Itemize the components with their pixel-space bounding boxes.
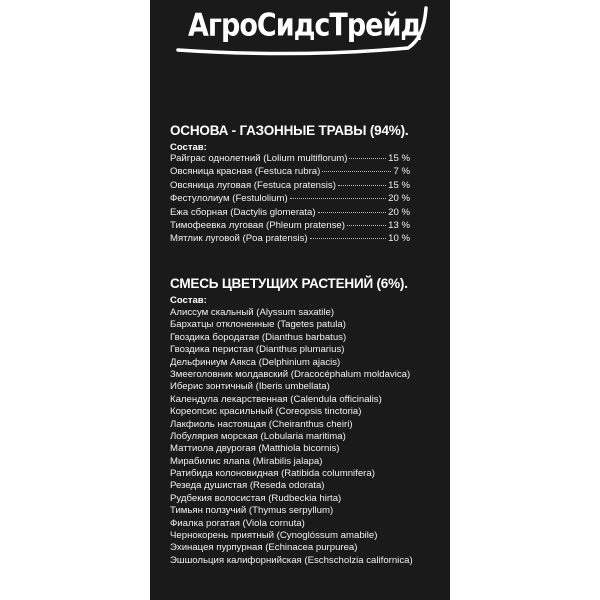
dotted-leader [290,198,386,199]
dotted-leader [322,171,391,172]
grass-row [170,193,410,206]
flower-item: Лакфиоль настоящая (Cheiranthus cheiri) [170,418,353,430]
grass-percent: 20 % [388,193,410,205]
flower-item: Эхинацея пурпурная (Echinacea purpurea) [170,542,358,554]
grass-percent: 10 % [388,233,410,245]
dotted-leader [347,225,386,226]
dotted-leader [349,158,386,159]
dotted-leader [318,212,387,213]
dotted-leader [310,238,387,239]
grass-row [170,233,410,246]
grass-name: Тимофеевка луговая (Phleum pratense) [170,219,345,231]
flower-item: Фиалка рогатая (Viola cornuta) [170,517,305,529]
flower-composition-list [170,307,440,567]
flower-item: Дельфиниум Аякса (Delphinium ajacis) [170,356,341,368]
flower-item: Гвоздика перистая (Dianthus plumarius) [170,344,345,356]
grass-row [170,166,410,179]
flower-item: Алиссум скальный (Alyssum saxatile) [170,307,335,318]
grass-percent: 15 % [388,179,410,191]
flower-item: Ратибида колоновидная (Ratibida columnifera) [170,468,375,480]
flower-item: Бархатцы отклоненные (Tagetes patula) [170,319,346,331]
brand-logo [168,0,430,58]
grass-name: Райграс однолетний (Lolium multiflorum) [170,153,348,164]
grass-row [170,180,410,193]
grass-percent: 13 % [388,219,410,231]
flower-item: Эшшольция калифорнийская (Eschscholzia californica) [170,554,413,566]
grass-name: Мятлик луговой (Poa pratensis) [170,233,308,245]
base-composition-list [170,153,410,247]
flower-item: Змееголовник молдавский (Dracocéphalum moldavica) [170,368,411,380]
flower-item: Гвоздика бородатая (Dianthus barbatus) [170,331,347,343]
flower-composition-label: Состав: [170,295,207,306]
flower-item: Тимьян ползучий (Thymus serpyllum) [170,505,334,517]
flower-item: Лобулярия морская (Lobularia maritima) [170,430,346,442]
grass-percent: 15 % [388,153,410,164]
flower-item: Рудбекия волосистая (Rudbeckia hirta) [170,492,342,504]
flower-section-title: СМЕСЬ ЦВЕТУЩИХ РАСТЕНИЙ (6%). [170,276,408,291]
flower-item: Мирабилис ялапа (Mirabilis jalapa) [170,455,323,467]
base-section-title: ОСНОВА - ГАЗОННЫЕ ТРАВЫ (94%). [170,123,409,138]
grass-row [170,220,410,233]
grass-name: Ежа сборная (Dactylis glomerata) [170,206,316,218]
base-composition-label: Состав: [170,142,207,153]
product-label-panel [150,0,450,600]
grass-name: Овсяница красная (Festuca rubra) [170,166,321,178]
flower-item: Резеда душистая (Reseda odorata) [170,480,325,492]
brand-logo-text: АгроСидсТрейд [188,8,422,44]
grass-name: Фестулолиум (Festulolium) [170,193,288,205]
flower-item: Иберис зонтичный (Iberis umbellata) [170,381,330,393]
grass-row [170,207,410,220]
grass-row [170,153,410,166]
flower-item: Кореопсис красильный (Coreopsis tinctoria) [170,406,362,418]
flower-item: Чернокорень приятный (Cynoglóssum amabile) [170,530,378,542]
dotted-leader [338,185,386,186]
grass-percent: 20 % [388,206,410,218]
grass-name: Овсяница луговая (Festuca pratensis) [170,179,336,191]
flower-item: Календула лекарственная (Calendula officinalis) [170,393,382,405]
flower-item: Маттиола двурогая (Matthiola bicornis) [170,443,340,455]
grass-percent: 7 % [393,166,410,178]
